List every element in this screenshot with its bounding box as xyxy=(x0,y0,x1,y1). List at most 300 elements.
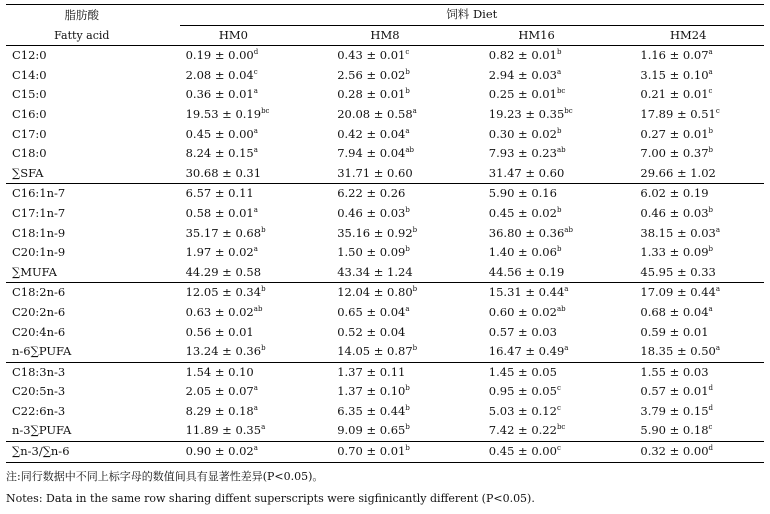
note-chinese: 注:同行数据中不同上标字母的数值间具有显著性差异(P<0.05)。 xyxy=(6,470,324,483)
value-wrapper xyxy=(158,363,254,383)
significance-superscript: a xyxy=(708,304,713,313)
value-wrapper xyxy=(158,382,258,402)
value-cell xyxy=(461,46,613,66)
mean-sd-value: 0.90 ± 0.02 xyxy=(185,444,254,459)
mean-sd-value: 0.57 ± 0.01 xyxy=(640,384,709,399)
mean-sd-value: 6.35 ± 0.44 xyxy=(337,403,406,418)
value-cell xyxy=(309,164,461,184)
significance-superscript: ab xyxy=(405,146,415,155)
significance-superscript: ab xyxy=(253,304,263,313)
significance-superscript: a xyxy=(405,304,410,313)
significance-superscript: bc xyxy=(564,106,573,115)
value-wrapper xyxy=(461,85,566,105)
value-cell xyxy=(612,184,764,204)
value-cell xyxy=(309,46,461,66)
value-cell xyxy=(309,125,461,145)
value-cell xyxy=(612,342,764,362)
significance-superscript: a xyxy=(405,126,410,135)
value-wrapper xyxy=(612,283,720,303)
value-wrapper xyxy=(461,283,569,303)
value-wrapper xyxy=(612,224,720,244)
significance-superscript: b xyxy=(405,245,410,254)
value-wrapper xyxy=(461,363,557,383)
significance-superscript: c xyxy=(556,444,561,453)
value-wrapper xyxy=(309,184,405,204)
mean-sd-value: 0.56 ± 0.01 xyxy=(185,324,254,339)
table-row xyxy=(6,342,764,362)
significance-superscript: a xyxy=(708,67,713,76)
value-wrapper xyxy=(158,105,270,125)
mean-sd-value: 1.33 ± 0.09 xyxy=(640,245,709,260)
value-cell xyxy=(309,323,461,343)
value-wrapper xyxy=(461,164,564,184)
significance-superscript: a xyxy=(253,146,258,155)
significance-superscript: b xyxy=(556,205,562,214)
table-row xyxy=(6,323,764,343)
value-wrapper xyxy=(158,66,258,86)
value-wrapper xyxy=(612,363,708,383)
fatty-acid-name: C12:0 xyxy=(12,48,47,63)
mean-sd-value: 1.45 ± 0.05 xyxy=(488,364,557,379)
significance-superscript: b xyxy=(405,403,410,412)
fatty-acid-name: C18:0 xyxy=(12,146,47,161)
diet-label-text: 饲料 Diet xyxy=(180,5,764,26)
value-wrapper xyxy=(461,66,561,86)
mean-sd-value: 1.37 ± 0.11 xyxy=(337,364,406,379)
value-cell xyxy=(158,46,310,66)
value-wrapper xyxy=(461,263,564,283)
value-cell xyxy=(461,85,613,105)
value-cell xyxy=(158,323,310,343)
value-cell xyxy=(309,263,461,283)
value-cell xyxy=(158,303,310,323)
mean-sd-value: 7.00 ± 0.37 xyxy=(640,146,709,161)
significance-superscript: c xyxy=(405,48,410,57)
mean-sd-value: 0.25 ± 0.01 xyxy=(488,87,557,102)
mean-sd-value: 0.95 ± 0.05 xyxy=(488,384,557,399)
value-cell xyxy=(309,382,461,402)
mean-sd-value: 29.66 ± 1.02 xyxy=(640,165,716,180)
value-wrapper xyxy=(309,164,412,184)
fatty-acid-name: C18:2n-6 xyxy=(6,283,158,303)
fatty-acid-name: C20:2n-6 xyxy=(12,304,66,319)
significance-superscript: b xyxy=(412,225,418,234)
value-wrapper xyxy=(309,243,410,263)
value-cell xyxy=(158,342,310,362)
significance-superscript: b xyxy=(556,126,562,135)
mean-sd-value: 0.70 ± 0.01 xyxy=(337,444,406,459)
significance-superscript: b xyxy=(708,205,714,214)
fatty-acid-name: ∑n-3/∑n-6 xyxy=(6,442,158,463)
mean-sd-value: 0.45 ± 0.02 xyxy=(488,205,557,220)
table-row xyxy=(6,362,764,382)
value-cell xyxy=(461,382,613,402)
mean-sd-value: 0.27 ± 0.01 xyxy=(640,126,709,141)
table-row xyxy=(6,125,764,145)
value-cell xyxy=(461,442,613,463)
value-cell xyxy=(461,421,613,441)
mean-sd-value: 1.37 ± 0.10 xyxy=(337,384,406,399)
mean-sd-value: 44.56 ± 0.19 xyxy=(488,264,565,279)
value-cell xyxy=(158,224,310,244)
mean-sd-value: 31.71 ± 0.60 xyxy=(337,165,413,180)
value-wrapper xyxy=(461,421,566,441)
value-cell xyxy=(612,243,764,263)
significance-superscript: ab xyxy=(556,146,566,155)
mean-sd-value: 0.82 ± 0.01 xyxy=(488,48,557,63)
table-row xyxy=(6,303,764,323)
value-cell xyxy=(612,164,764,184)
value-wrapper xyxy=(158,125,258,145)
significance-superscript: b xyxy=(405,423,410,432)
significance-superscript: a xyxy=(253,384,258,393)
mean-sd-value: 35.16 ± 0.92 xyxy=(337,225,413,240)
value-cell xyxy=(309,85,461,105)
table-row xyxy=(6,85,764,105)
table-row xyxy=(6,442,764,463)
table-row xyxy=(6,204,764,224)
significance-superscript: b xyxy=(405,67,410,76)
value-wrapper xyxy=(612,204,713,224)
value-wrapper xyxy=(309,66,410,86)
mean-sd-value: 0.30 ± 0.02 xyxy=(488,126,557,141)
value-wrapper xyxy=(612,323,708,343)
value-wrapper xyxy=(158,303,263,323)
fatty-acid-name: C18:1n-9 xyxy=(12,225,66,240)
fatty-acid-name: C16:1n-7 xyxy=(6,184,158,204)
significance-superscript: a xyxy=(253,444,258,453)
value-wrapper xyxy=(461,46,562,66)
value-wrapper xyxy=(309,263,412,283)
significance-superscript: d xyxy=(253,48,259,57)
column-header-hm0: HM0 xyxy=(158,26,310,46)
mean-sd-value: 0.59 ± 0.01 xyxy=(640,324,709,339)
value-cell xyxy=(612,66,764,86)
value-cell xyxy=(158,144,310,164)
value-cell xyxy=(612,125,764,145)
value-cell xyxy=(461,402,613,422)
value-cell xyxy=(309,362,461,382)
mean-sd-value: 0.57 ± 0.03 xyxy=(488,324,557,339)
value-cell xyxy=(461,323,613,343)
significance-superscript: ab xyxy=(564,225,573,234)
value-wrapper xyxy=(158,402,258,422)
mean-sd-value: 31.47 ± 0.60 xyxy=(488,165,565,180)
table-row xyxy=(6,421,764,441)
value-cell xyxy=(461,164,613,184)
significance-superscript: d xyxy=(708,403,714,412)
mean-sd-value: 9.09 ± 0.65 xyxy=(337,423,406,438)
value-cell xyxy=(309,144,461,164)
value-cell xyxy=(309,303,461,323)
note-english: Notes: Data in the same row sharing diffent superscripts were sigfinicantly different (P<0.05). xyxy=(6,492,535,505)
mean-sd-value: 14.05 ± 0.87 xyxy=(337,344,413,359)
significance-superscript: c xyxy=(556,384,561,393)
header-row-2 xyxy=(6,26,764,46)
value-cell xyxy=(158,204,310,224)
mean-sd-value: 6.57 ± 0.11 xyxy=(185,186,254,201)
significance-superscript: a xyxy=(708,48,713,57)
value-cell xyxy=(612,323,764,343)
table-row xyxy=(6,164,764,184)
value-wrapper xyxy=(612,85,712,105)
value-cell xyxy=(309,342,461,362)
significance-superscript: b xyxy=(261,344,266,353)
significance-superscript: b xyxy=(708,126,714,135)
value-wrapper xyxy=(309,363,405,383)
value-cell xyxy=(158,85,310,105)
value-wrapper xyxy=(612,125,713,145)
significance-superscript: c xyxy=(715,106,720,115)
value-wrapper xyxy=(461,105,573,125)
value-cell xyxy=(309,421,461,441)
value-cell xyxy=(461,204,613,224)
mean-sd-value: 5.90 ± 0.16 xyxy=(488,186,557,201)
value-wrapper xyxy=(612,402,713,422)
value-cell xyxy=(612,283,764,303)
mean-sd-value: 2.56 ± 0.02 xyxy=(337,67,406,82)
value-cell xyxy=(158,243,310,263)
value-wrapper xyxy=(612,184,708,204)
mean-sd-value: 2.05 ± 0.07 xyxy=(185,384,254,399)
value-wrapper xyxy=(309,85,410,105)
value-wrapper xyxy=(158,283,266,303)
significance-superscript: a xyxy=(556,67,562,76)
mean-sd-value: 19.53 ± 0.19 xyxy=(185,106,262,121)
table-row xyxy=(6,144,764,164)
fatty-acid-name: C16:0 xyxy=(12,106,47,121)
significance-superscript: b xyxy=(556,48,562,57)
value-cell xyxy=(612,421,764,441)
fatty-acid-name: n-6∑PUFA xyxy=(12,344,72,359)
significance-superscript: a xyxy=(564,285,569,294)
significance-superscript: b xyxy=(708,245,714,254)
value-cell xyxy=(309,105,461,125)
mean-sd-value: 11.89 ± 0.35 xyxy=(185,423,262,438)
fatty-acid-name: C22:6n-3 xyxy=(12,403,66,418)
fatty-acid-name: C15:0 xyxy=(12,87,47,102)
significance-superscript: a xyxy=(715,225,721,234)
mean-sd-value: 12.05 ± 0.34 xyxy=(185,285,262,300)
value-wrapper xyxy=(461,243,562,263)
table-row xyxy=(6,105,764,125)
value-wrapper xyxy=(461,442,561,462)
value-cell xyxy=(461,184,613,204)
value-wrapper xyxy=(461,382,561,402)
value-wrapper xyxy=(612,66,712,86)
value-wrapper xyxy=(612,105,719,125)
value-wrapper xyxy=(309,342,417,362)
value-wrapper xyxy=(461,342,569,362)
significance-superscript: d xyxy=(708,444,714,453)
mean-sd-value: 5.03 ± 0.12 xyxy=(488,403,557,418)
column-header-hm16: HM16 xyxy=(461,26,613,46)
value-cell xyxy=(461,66,613,86)
mean-sd-value: 0.52 ± 0.04 xyxy=(337,324,406,339)
value-cell xyxy=(158,442,310,463)
mean-sd-value: 7.94 ± 0.04 xyxy=(337,146,406,161)
mean-sd-value: 1.55 ± 0.03 xyxy=(640,364,709,379)
significance-superscript: ab xyxy=(556,304,566,313)
value-cell xyxy=(158,382,310,402)
value-cell xyxy=(309,184,461,204)
value-cell xyxy=(612,402,764,422)
mean-sd-value: 36.80 ± 0.36 xyxy=(488,225,565,240)
mean-sd-value: 8.29 ± 0.18 xyxy=(185,403,254,418)
table-row xyxy=(6,243,764,263)
mean-sd-value: 0.43 ± 0.01 xyxy=(337,48,406,63)
value-wrapper xyxy=(158,85,258,105)
value-wrapper xyxy=(612,46,712,66)
mean-sd-value: 1.50 ± 0.09 xyxy=(337,245,406,260)
value-cell xyxy=(158,184,310,204)
value-wrapper xyxy=(309,125,409,145)
mean-sd-value: 19.23 ± 0.35 xyxy=(488,106,565,121)
value-wrapper xyxy=(461,144,566,164)
value-cell xyxy=(158,105,310,125)
value-wrapper xyxy=(309,204,410,224)
mean-sd-value: 17.89 ± 0.51 xyxy=(640,106,716,121)
significance-superscript: bc xyxy=(261,106,270,115)
mean-sd-value: 0.45 ± 0.00 xyxy=(185,126,254,141)
significance-superscript: a xyxy=(253,126,258,135)
value-cell xyxy=(309,224,461,244)
table-row xyxy=(6,184,764,204)
fatty-acid-name: C14:0 xyxy=(12,67,47,82)
value-wrapper xyxy=(309,105,417,125)
significance-superscript: b xyxy=(405,384,410,393)
value-wrapper xyxy=(158,342,266,362)
value-cell xyxy=(309,283,461,303)
mean-sd-value: 43.34 ± 1.24 xyxy=(337,264,413,279)
mean-sd-value: 0.21 ± 0.01 xyxy=(640,87,709,102)
table-row xyxy=(6,402,764,422)
value-wrapper xyxy=(461,204,562,224)
table-row xyxy=(6,46,764,66)
fatty-acid-name: C20:5n-3 xyxy=(12,384,66,399)
significance-superscript: a xyxy=(253,245,258,254)
mean-sd-value: 1.40 ± 0.06 xyxy=(488,245,557,260)
value-cell xyxy=(612,224,764,244)
value-cell xyxy=(309,442,461,463)
value-wrapper xyxy=(612,382,713,402)
table-row xyxy=(6,224,764,244)
column-header-hm24: HM24 xyxy=(612,26,764,46)
value-wrapper xyxy=(612,342,720,362)
mean-sd-value: 0.42 ± 0.04 xyxy=(337,126,406,141)
mean-sd-value: 0.58 ± 0.01 xyxy=(185,205,254,220)
mean-sd-value: 18.35 ± 0.50 xyxy=(640,344,716,359)
mean-sd-value: 6.22 ± 0.26 xyxy=(337,186,406,201)
mean-sd-value: 12.04 ± 0.80 xyxy=(337,285,413,300)
significance-superscript: bc xyxy=(556,87,566,96)
value-wrapper xyxy=(158,323,254,343)
table-body xyxy=(6,46,764,462)
value-wrapper xyxy=(309,46,409,66)
table-row xyxy=(6,382,764,402)
value-cell xyxy=(461,362,613,382)
mean-sd-value: 17.09 ± 0.44 xyxy=(640,285,716,300)
value-wrapper xyxy=(309,283,417,303)
value-cell xyxy=(158,66,310,86)
mean-sd-value: 44.29 ± 0.58 xyxy=(185,264,262,279)
significance-superscript: c xyxy=(708,87,713,96)
mean-sd-value: 2.08 ± 0.04 xyxy=(185,67,254,82)
value-wrapper xyxy=(158,164,261,184)
value-cell xyxy=(158,164,310,184)
significance-superscript: a xyxy=(715,285,721,294)
value-wrapper xyxy=(612,421,712,441)
value-wrapper xyxy=(309,421,410,441)
fatty-acid-name: C20:4n-6 xyxy=(12,324,66,339)
value-wrapper xyxy=(309,303,409,323)
mean-sd-value: 7.42 ± 0.22 xyxy=(488,423,557,438)
value-wrapper xyxy=(158,243,258,263)
mean-sd-value: 16.47 ± 0.49 xyxy=(488,344,565,359)
value-cell xyxy=(461,224,613,244)
value-wrapper xyxy=(461,125,562,145)
value-cell xyxy=(461,125,613,145)
value-cell xyxy=(612,204,764,224)
value-wrapper xyxy=(461,323,557,343)
significance-superscript: a xyxy=(564,344,569,353)
mean-sd-value: 3.79 ± 0.15 xyxy=(640,403,709,418)
mean-sd-value: 5.90 ± 0.18 xyxy=(640,423,709,438)
value-cell xyxy=(461,283,613,303)
value-cell xyxy=(461,342,613,362)
mean-sd-value: 0.68 ± 0.04 xyxy=(640,304,709,319)
mean-sd-value: 0.45 ± 0.00 xyxy=(488,444,557,459)
value-cell xyxy=(309,204,461,224)
significance-superscript: c xyxy=(556,403,561,412)
mean-sd-value: 0.32 ± 0.00 xyxy=(640,444,709,459)
fatty-acid-label-cn: 脂肪酸 xyxy=(6,5,158,26)
mean-sd-value: 38.15 ± 0.03 xyxy=(640,225,716,240)
significance-superscript: b xyxy=(708,146,714,155)
significance-superscript: d xyxy=(708,384,714,393)
value-wrapper xyxy=(309,224,417,244)
header-row-1 xyxy=(6,5,764,26)
table-header xyxy=(6,5,764,46)
value-wrapper xyxy=(461,303,566,323)
value-wrapper xyxy=(309,402,410,422)
significance-superscript: c xyxy=(253,67,258,76)
significance-superscript: b xyxy=(556,245,562,254)
value-wrapper xyxy=(158,46,259,66)
value-cell xyxy=(612,46,764,66)
mean-sd-value: 1.97 ± 0.02 xyxy=(185,245,254,260)
value-wrapper xyxy=(158,421,266,441)
mean-sd-value: 35.17 ± 0.68 xyxy=(185,225,262,240)
value-cell xyxy=(612,263,764,283)
value-wrapper xyxy=(461,184,557,204)
value-wrapper xyxy=(612,442,713,462)
significance-superscript: b xyxy=(261,285,266,294)
fatty-acid-name: ∑MUFA xyxy=(12,264,57,279)
mean-sd-value: 0.60 ± 0.02 xyxy=(488,304,557,319)
value-wrapper xyxy=(461,224,573,244)
significance-superscript: a xyxy=(412,106,417,115)
significance-superscript: c xyxy=(708,423,713,432)
mean-sd-value: 3.15 ± 0.10 xyxy=(640,67,709,82)
value-wrapper xyxy=(309,442,410,462)
value-cell xyxy=(612,85,764,105)
mean-sd-value: 30.68 ± 0.31 xyxy=(185,165,262,180)
value-wrapper xyxy=(158,263,261,283)
mean-sd-value: 0.63 ± 0.02 xyxy=(185,304,254,319)
significance-superscript: b xyxy=(412,285,418,294)
mean-sd-value: 1.16 ± 0.07 xyxy=(640,48,709,63)
